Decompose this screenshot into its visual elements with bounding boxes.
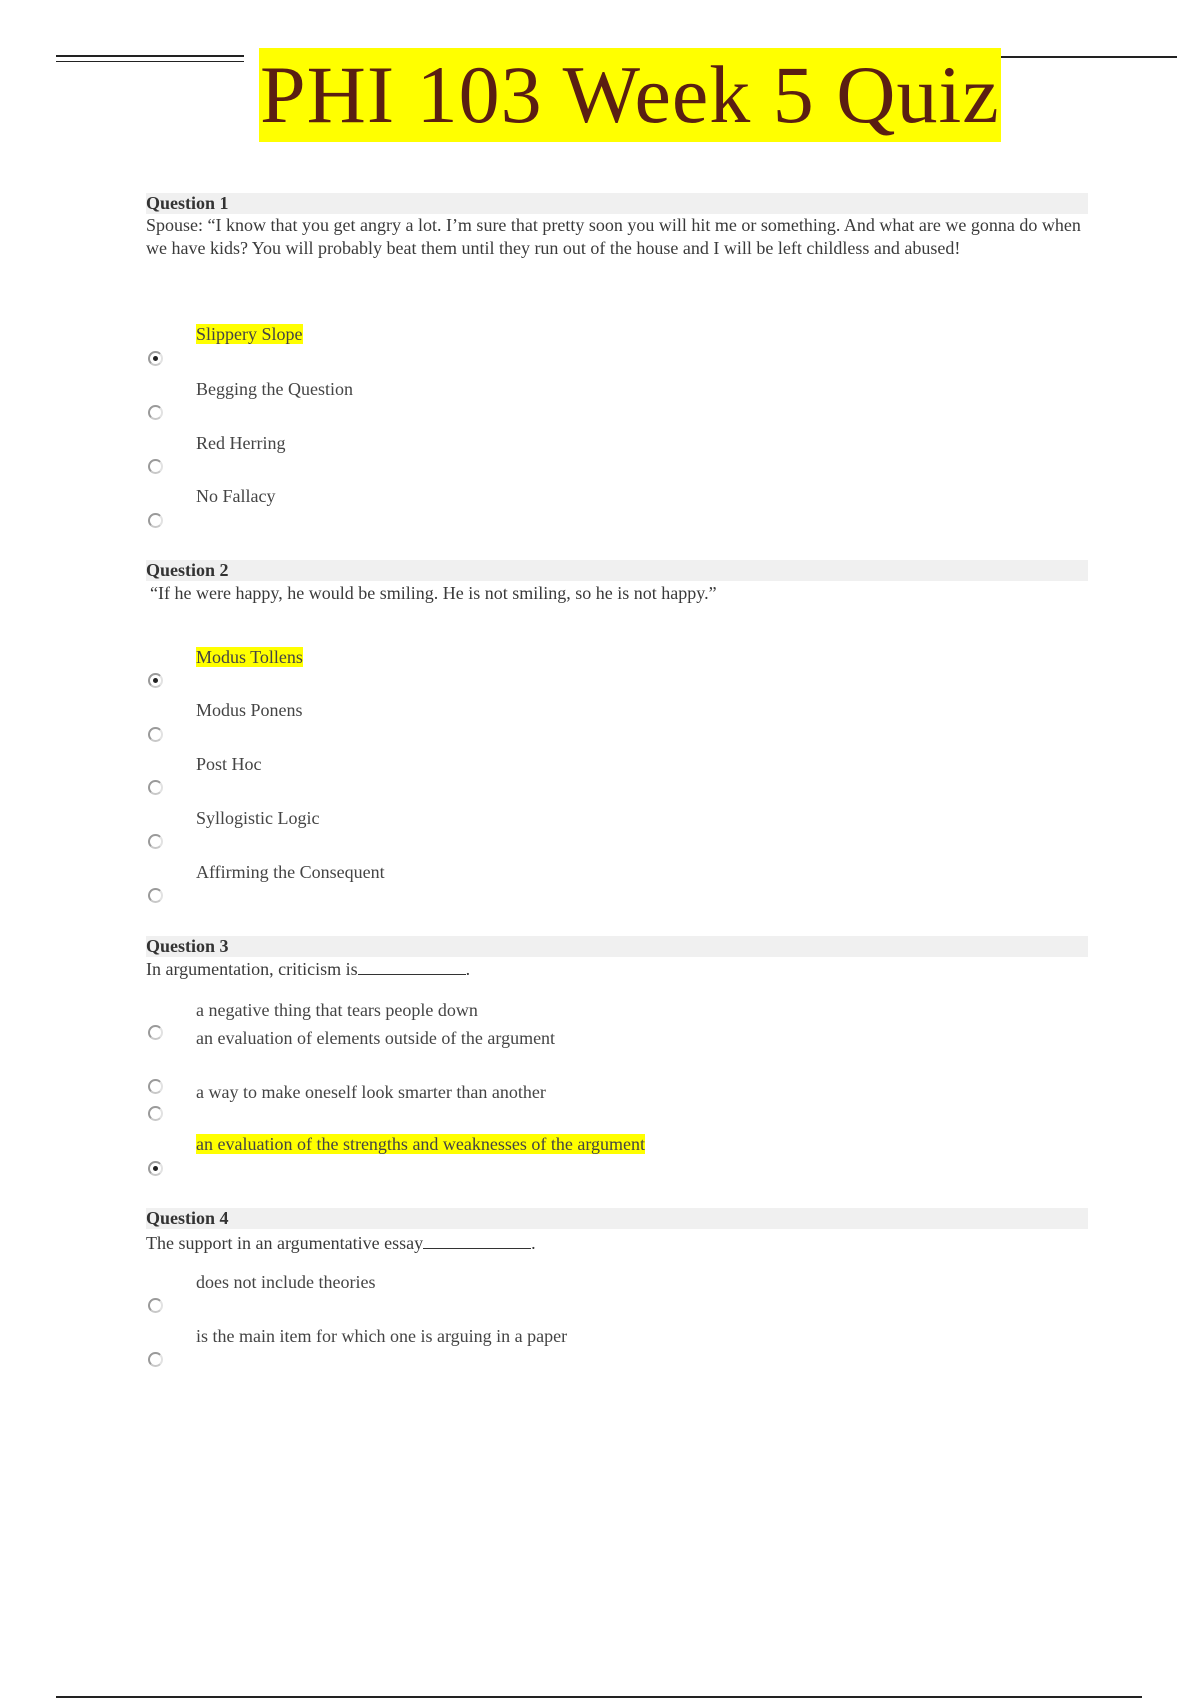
question-3-text xyxy=(146,958,1090,981)
q2-option-2: Modus Ponens xyxy=(196,700,303,720)
q1-option-4: No Fallacy xyxy=(196,486,276,506)
bottom-rule xyxy=(56,1696,1142,1698)
question-4-text-after: . xyxy=(531,1233,536,1253)
q4-option-2: is the main item for which one is arguing in a paper xyxy=(196,1326,568,1346)
q2-option-1-radio[interactable] xyxy=(148,673,163,688)
q3-option-2: an evaluation of elements outside of the argument xyxy=(196,1028,556,1048)
q3-option-1-radio[interactable] xyxy=(148,1025,163,1040)
question-2-header: Question 2 xyxy=(146,560,1088,581)
question-4-text-before: The support in an argumentative essay xyxy=(146,1233,424,1253)
q1-option-1-label: Slippery Slope xyxy=(196,324,303,344)
question-3-blank xyxy=(358,958,466,975)
q4-option-1-radio[interactable] xyxy=(148,1298,163,1313)
q2-option-4-radio[interactable] xyxy=(148,834,163,849)
q2-option-3-radio[interactable] xyxy=(148,780,163,795)
q2-option-4: Syllogistic Logic xyxy=(196,808,320,828)
q3-option-1: a negative thing that tears people down xyxy=(196,1000,478,1020)
question-3-text-before: In argumentation, criticism is xyxy=(146,959,358,979)
q2-option-1-label: Modus Tollens xyxy=(196,647,303,667)
q2-option-5: Affirming the Consequent xyxy=(196,862,385,882)
q3-option-2-radio[interactable] xyxy=(148,1079,163,1094)
q1-option-4-radio[interactable] xyxy=(148,513,163,528)
q3-option-3: a way to make oneself look smarter than another xyxy=(196,1082,546,1102)
question-4-blank xyxy=(423,1232,531,1249)
q1-option-2: Begging the Question xyxy=(196,379,353,399)
question-3-text-after: . xyxy=(465,959,471,979)
q1-option-1 xyxy=(196,322,303,346)
top-rule-left-2 xyxy=(56,61,244,62)
q2-option-5-radio[interactable] xyxy=(148,888,163,903)
top-rule-left xyxy=(56,55,244,57)
q3-option-4-radio[interactable] xyxy=(148,1161,163,1176)
q3-option-3-radio[interactable] xyxy=(148,1106,163,1121)
q4-option-2-radio[interactable] xyxy=(148,1352,163,1367)
question-4-text xyxy=(146,1232,1090,1255)
q1-option-3: Red Herring xyxy=(196,433,286,453)
q4-option-1: does not include theories xyxy=(196,1272,376,1292)
q3-option-4 xyxy=(196,1132,645,1156)
q1-option-2-radio[interactable] xyxy=(148,405,163,420)
q2-option-3: Post Hoc xyxy=(196,754,262,774)
question-2-text: “If he were happy, he would be smiling. He is not smiling, so he is not happy.” xyxy=(150,583,717,603)
title-block xyxy=(259,48,1001,142)
question-3-header: Question 3 xyxy=(146,936,1088,957)
page-title: PHI 103 Week 5 Quiz xyxy=(260,49,1000,140)
question-1-text: Spouse: “I know that you get angry a lot. I’m sure that pretty soon you will hit me or something. And what are we gonna do when we have kids? You will probably beat them until they run out of the house and I will be left childless and abused! xyxy=(146,215,1081,258)
q3-option-4-label: an evaluation of the strengths and weaknesses of the argument xyxy=(196,1134,646,1154)
q2-option-2-radio[interactable] xyxy=(148,727,163,742)
q1-option-3-radio[interactable] xyxy=(148,459,163,474)
q1-option-1-radio[interactable] xyxy=(148,351,163,366)
top-rule-right xyxy=(977,56,1177,58)
q2-option-1 xyxy=(196,645,303,669)
question-1-header: Question 1 xyxy=(146,193,1088,214)
question-4-header: Question 4 xyxy=(146,1208,1088,1229)
